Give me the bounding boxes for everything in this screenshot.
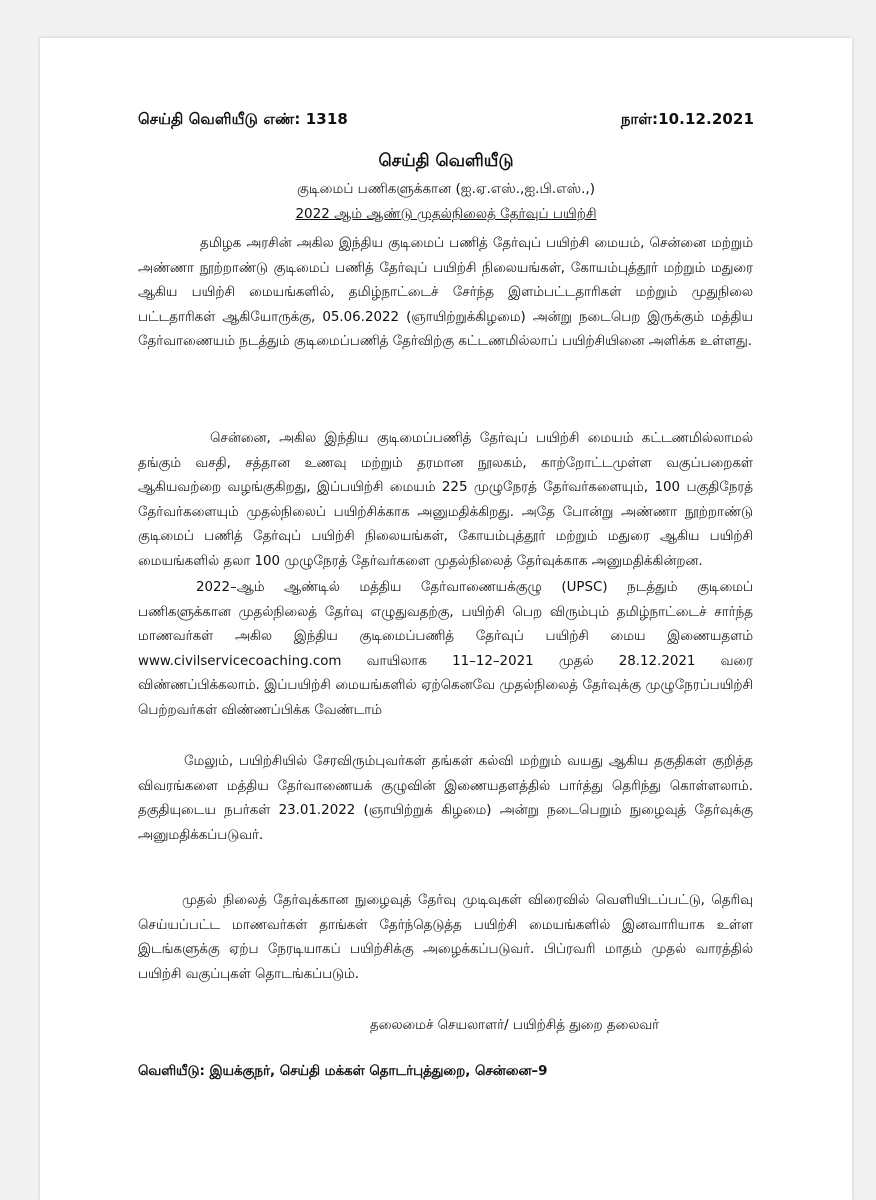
- paragraph-3: 2022–ஆம் ஆண்டில் மத்திய தேர்வாணையக்குழு (UPSC) நடத்தும் குடிமைப் பணிகளுக்கான முதல்நிலைத் தேர்வு எழுதுவதற்கு, பயிற்சி பெற விரும்பும் தமிழ்நாட்டைச் சார்ந்த மாணவர்கள் அகில இந்திய குடிமைப்பணித் தேர்வுப் பயிற்சி மைய இணையதளம் www.civilservicecoaching.com வாயிலாக 11–12–2021 முதல் 28.12.2021 வரை விண்ணப்பிக்கலாம். இப்பயிற்சி மையங்களில் ஏற்கெனவே முதல்நிலைத் தேர்வுக்கு முழுநேரப்பயிற்சி பெற்றவர்கள் விண்ணப்பிக்க வேண்டாம்: [138, 580, 753, 718]
- paragraph-1: தமிழக அரசின் அகில இந்திய குடிமைப் பணித் தேர்வுப் பயிற்சி மையம், சென்னை மற்றும் அண்ணா நூற்றாண்டு குடிமைப் பணித் தேர்வுப் பயிற்சி நிலையங்கள், கோயம்புத்தூர் மற்றும் மதுரை ஆகிய பயிற்சி மையங்களில், தமிழ்நாட்டைச் சேர்ந்த இளம்பட்டதாரிகள் மற்றும் முதுநிலை பட்டதாரிகள் ஆகியோருக்கு, 05.06.2022 (ஞாயிற்றுக்கிழமை) அன்று நடைபெற இருக்கும் மத்திய தேர்வாணையம் நடத்தும் குடிமைப்பணித் தேர்விற்கு கட்டணமில்லாப் பயிற்சியினை அளிக்க உள்ளது.: [138, 236, 753, 349]
- signature-line: தலைமைச் செயலாளர்/ பயிற்சித் துறை தலைவர்: [370, 1018, 660, 1033]
- release-date: நாள்:10.12.2021: [620, 110, 754, 128]
- paragraph-2: சென்னை, அகில இந்திய குடிமைப்பணித் தேர்வுப் பயிற்சி மையம் கட்டணமில்லாமல் தங்கும் வசதி, சத்தான உணவு மற்றும் தரமான நூலகம், காற்றோட்டமுள்ள வகுப்பறைகள் ஆகியவற்றை வழங்குகிறது, இப்பயிற்சி மையம் 225 முழுநேரத் தேர்வர்களையும், 100 பகுதிநேரத் தேர்வர்களையும் முதல்நிலைப் பயிற்சிக்காக அனுமதிக்கிறது. அதே போன்று அண்ணா நூற்றாண்டு குடிமைப் பணித் தேர்வுப் பயிற்சி நிலையங்கள், கோயம்புத்தூர் மற்றும் மதுரை ஆகிய பயிற்சி மையங்களில் தலா 100 முழுநேரத் தேர்வர்களை முதல்நிலைத் தேர்வுக்காக அனுமதிக்கின்றன.: [138, 431, 753, 569]
- release-number: செய்தி வெளியீடு எண்: 1318: [138, 110, 348, 128]
- document-title: செய்தி வெளியீடு: [378, 151, 514, 171]
- document-page: [40, 38, 852, 1200]
- footer-issuer: வெளியீடு: இயக்குநர், செய்தி மக்கள் தொடர்புத்துறை, சென்னை–9: [138, 1064, 548, 1079]
- header-row: [138, 110, 754, 130]
- paragraph-5: முதல் நிலைத் தேர்வுக்கான நுழைவுத் தேர்வு முடிவுகள் விரைவில் வெளியிடப்பட்டு, தெரிவு செய்யப்பட்ட மாணவர்கள் தாங்கள் தேர்ந்தெடுத்த பயிற்சி மையங்களில் இனவாரியாக உள்ள இடங்களுக்கு ஏற்ப நேரடியாகப் பயிற்சிக்கு அழைக்கப்படுவர். பிப்ரவரி மாதம் முதல் வாரத்தில் பயிற்சி வகுப்புகள் தொடங்கப்படும்.: [138, 893, 753, 982]
- paragraph-4: மேலும், பயிற்சியில் சேரவிரும்புவர்கள் தங்கள் கல்வி மற்றும் வயது ஆகிய தகுதிகள் குறித்த விவரங்களை மத்திய தேர்வாணையக் குழுவின் இணையதளத்தில் பார்த்து தெரிந்து கொள்ளலாம். தகுதியுடைய நபர்கள் 23.01.2022 (ஞாயிற்றுக் கிழமை) அன்று நடைபெறும் நுழைவுத் தேர்வுக்கு அனுமதிக்கப்படுவர்.: [138, 754, 753, 843]
- document-subject: 2022 ஆம் ஆண்டு முதல்நிலைத் தேர்வுப் பயிற்சி: [295, 206, 597, 222]
- document-subtitle: குடிமைப் பணிகளுக்கான (ஐ.ஏ.எஸ்.,ஐ.பி.எஸ்.,): [297, 181, 595, 197]
